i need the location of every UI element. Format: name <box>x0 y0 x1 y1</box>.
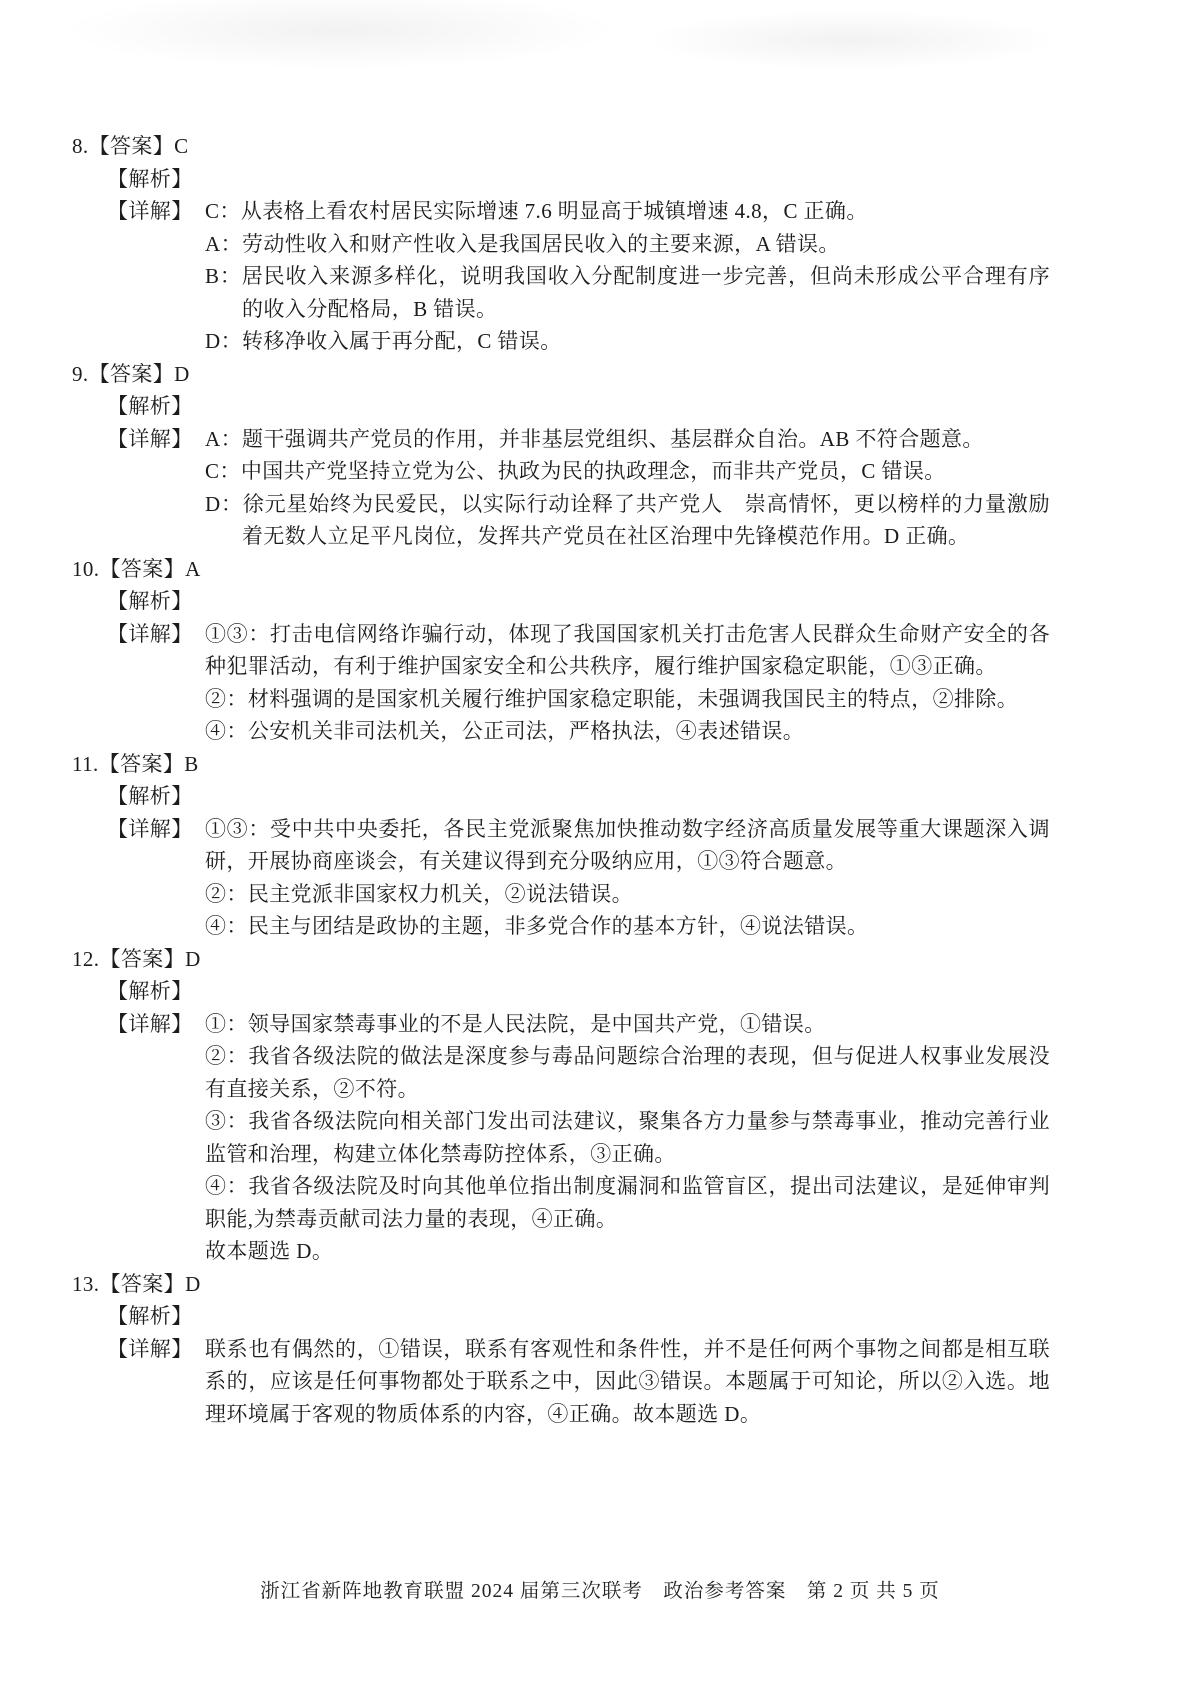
detail-paragraphs <box>205 1333 1050 1431</box>
option-marker: ①③： <box>205 816 271 841</box>
option-text: 从表格上看农村居民实际增速 7.6 明显高于城镇增速 4.8，C 正确。 <box>240 199 868 223</box>
question-block <box>0 943 1200 1268</box>
detail-paragraph <box>205 260 1050 325</box>
detail-block <box>107 195 1051 358</box>
answer-value: B <box>184 751 199 776</box>
option-text: 材料强调的是国家机关履行维护国家稳定职能，未强调我国民主的特点，②排除。 <box>247 686 1019 711</box>
analysis-line <box>0 163 1200 196</box>
option-marker: ③： <box>205 1109 249 1133</box>
option-marker: ②： <box>205 1044 249 1068</box>
option-text: 劳动性收入和财产性收入是我国居民收入的主要来源，A 错误。 <box>241 231 840 256</box>
detail-paragraph <box>205 455 1050 488</box>
option-marker: ①③： <box>205 621 271 646</box>
option-marker: C： <box>205 199 241 223</box>
detail-paragraph <box>205 878 1050 911</box>
detail-label: 【详解】 <box>107 1011 193 1036</box>
detail-block <box>107 813 1050 943</box>
question-number: 10. <box>72 556 100 581</box>
option-text: 中国共产党坚持立党为公、执政为民的执政理念，而非共产党员，C 错误。 <box>240 459 946 483</box>
answer-label: 【答案】 <box>88 361 175 386</box>
question-number: 12. <box>72 946 100 971</box>
option-text: 我省各级法院及时向其他单位指出制度漏洞和监管盲区，提出司法建议，是延伸审判职能,为禁毒贡献司法力量的表现，④正确。 <box>205 1174 1050 1231</box>
option-text: 居民收入来源多样化，说明我国收入分配制度进一步完善，但尚未形成公平合理有序的收入分配格局，B 错误。 <box>241 264 1051 321</box>
option-text: 故本题选 D。 <box>205 1239 334 1263</box>
option-marker: ④： <box>205 719 248 743</box>
detail-label: 【详解】 <box>107 1336 193 1361</box>
answer-label: 【答案】 <box>99 1271 186 1296</box>
option-marker: D： <box>205 329 242 353</box>
detail-paragraph <box>205 488 1050 553</box>
answer-value: D <box>185 1271 201 1296</box>
answer-value: D <box>185 946 201 971</box>
answer-label: 【答案】 <box>88 134 175 158</box>
option-text: 受中共中央委托，各民主党派聚焦加快推动数字经济高质量发展等重大课题深入调研，开展协商座谈会，有关建议得到充分吸纳应用，①③符合题意。 <box>205 816 1050 873</box>
option-marker: ④： <box>205 1174 249 1198</box>
answer-label: 【答案】 <box>99 946 186 971</box>
detail-label: 【详解】 <box>107 621 193 646</box>
detail-paragraphs <box>205 423 1050 553</box>
option-marker: A： <box>205 426 242 451</box>
analysis-line <box>0 975 1200 1008</box>
analysis-line <box>0 585 1200 618</box>
option-text: 公安机关非司法机关，公正司法，严格执法，④表述错误。 <box>247 719 805 743</box>
option-text: 徐元星始终为民爱民，以实际行动诠释了共产党人 崇高情怀，更以榜样的力量激励着无数人立足平凡岗位，发挥共产党员在社区治理中先锋模范作用。D 正确。 <box>242 491 1051 548</box>
detail-paragraph <box>205 1105 1050 1170</box>
analysis-label: 【解析】 <box>107 166 193 191</box>
detail-paragraph <box>205 1333 1050 1431</box>
answer-line <box>0 1268 1200 1301</box>
answer-label: 【答案】 <box>99 556 186 581</box>
answer-list <box>0 130 1200 1430</box>
scan-noise-artifact <box>640 10 1060 70</box>
answer-line <box>0 130 1200 163</box>
page-footer: 浙江省新阵地教育联盟 2024 届第三次联考 政治参考答案 第 2 页 共 5 页 <box>260 1581 940 1602</box>
analysis-line <box>0 1300 1200 1333</box>
analysis-label: 【解析】 <box>107 784 193 808</box>
option-marker: ②： <box>205 881 248 906</box>
question-number: 13. <box>72 1271 100 1296</box>
option-text: 联系也有偶然的，①错误，联系有客观性和条件性，并不是任何两个事物之间都是相互联系的，应该是任何事物都处于联系之中，因此③错误。本题属于可知论，所以②入选。地理环境属于客观的物质体系的内容，④正确。故本题选 D。 <box>205 1336 1050 1426</box>
detail-paragraph <box>205 1008 1050 1041</box>
option-marker: B： <box>205 264 242 288</box>
detail-paragraph <box>205 813 1050 878</box>
option-marker: ①： <box>205 1011 248 1036</box>
detail-block <box>107 423 1051 553</box>
answer-line <box>0 553 1200 586</box>
option-text: 民主与团结是政协的主题，非多党合作的基本方针，④说法错误。 <box>247 914 869 938</box>
detail-paragraph <box>205 325 1050 358</box>
analysis-label: 【解析】 <box>107 394 193 418</box>
option-text: 打击电信网络诈骗行动，体现了我国国家机关打击危害人民群众生命财产安全的各种犯罪活动，有利于维护国家安全和公共秩序，履行维护国家稳定职能，①③正确。 <box>205 621 1050 678</box>
answer-line <box>0 748 1200 781</box>
answer-value: C <box>174 134 189 158</box>
option-marker: ②： <box>205 686 248 711</box>
answer-label: 【答案】 <box>98 751 185 776</box>
detail-paragraphs <box>205 195 1050 358</box>
analysis-label: 【解析】 <box>107 1304 193 1328</box>
detail-paragraph <box>205 1040 1050 1105</box>
detail-paragraph <box>205 910 1050 943</box>
detail-paragraphs <box>205 1008 1050 1268</box>
option-text: 民主党派非国家权力机关，②说法错误。 <box>247 881 634 906</box>
option-text: 转移净收入属于再分配，C 错误。 <box>241 329 562 353</box>
analysis-line <box>0 780 1200 813</box>
option-text: 领导国家禁毒事业的不是人民法院，是中国共产党，①错误。 <box>247 1011 826 1036</box>
answer-value: A <box>185 556 201 581</box>
question-block <box>0 553 1200 748</box>
answer-value: D <box>174 361 190 386</box>
question-block <box>0 358 1200 553</box>
detail-block <box>107 1333 1050 1431</box>
analysis-line <box>0 390 1200 423</box>
detail-paragraphs <box>205 618 1050 748</box>
detail-paragraph <box>205 228 1050 261</box>
scan-noise-artifact <box>60 0 620 70</box>
detail-label: 【详解】 <box>107 199 193 223</box>
detail-paragraph <box>205 1235 1050 1268</box>
question-block <box>0 1268 1200 1431</box>
detail-block <box>107 1008 1050 1268</box>
detail-label: 【详解】 <box>107 816 193 841</box>
detail-label: 【详解】 <box>107 426 193 451</box>
question-number: 8. <box>72 134 89 158</box>
question-number: 9. <box>72 361 89 386</box>
question-number: 11. <box>72 751 99 776</box>
detail-paragraph <box>205 1170 1050 1235</box>
question-block <box>0 748 1200 943</box>
analysis-label: 【解析】 <box>107 589 193 613</box>
detail-paragraph <box>205 715 1050 748</box>
detail-paragraph <box>205 618 1050 683</box>
option-marker: C： <box>205 459 241 483</box>
option-text: 题干强调共产党员的作用，并非基层党组织、基层群众自治。AB 不符合题意。 <box>241 426 984 451</box>
detail-block <box>107 618 1050 748</box>
detail-paragraph <box>205 683 1050 716</box>
option-marker: A： <box>205 231 242 256</box>
option-text: 我省各级法院的做法是深度参与毒品问题综合治理的表现，但与促进人权事业发展没有直接关系，②不符。 <box>205 1044 1050 1101</box>
answer-line <box>0 358 1200 391</box>
option-marker: ④： <box>205 914 248 938</box>
option-marker: D： <box>205 491 243 516</box>
answer-line <box>0 943 1200 976</box>
detail-paragraphs <box>205 813 1050 943</box>
detail-paragraph <box>205 195 1050 228</box>
analysis-label: 【解析】 <box>107 979 193 1003</box>
option-text: 我省各级法院向相关部门发出司法建议，聚集各方力量参与禁毒事业，推动完善行业监管和治理，构建立体化禁毒防控体系，③正确。 <box>205 1109 1050 1166</box>
question-block <box>0 130 1200 358</box>
detail-paragraph <box>205 423 1050 456</box>
